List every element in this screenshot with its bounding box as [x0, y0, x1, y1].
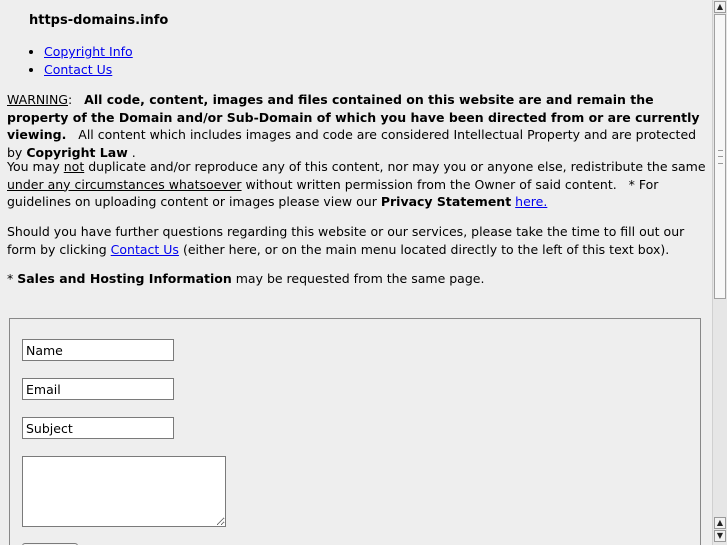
reproduce-text-1: You may: [7, 159, 60, 174]
sales-paragraph: [7, 270, 707, 288]
copyright-info-link[interactable]: Copyright Info: [44, 44, 133, 59]
warning-end: .: [131, 144, 136, 160]
privacy-statement: Privacy Statement: [380, 194, 512, 209]
nav-item-copyright: [44, 43, 133, 61]
contact-us-inline-link[interactable]: Contact Us: [110, 241, 179, 257]
under-any-circumstances: under any circumstances whatsoever: [7, 176, 242, 192]
warning-paragraph: [7, 91, 707, 161]
privacy-here-link[interactable]: here.: [515, 194, 548, 209]
warning-label: WARNING: [7, 92, 68, 107]
message-textarea[interactable]: [22, 456, 226, 527]
warning-bold-text: All code, content, images and files contained on this website are and remain the property of the Domain and/or Sub-Domain of which you have been directed from or are currently viewing.: [7, 92, 700, 142]
reproduce-text-4: * For guidelines on uploading content or images please view our: [7, 176, 659, 209]
warning-colon: :: [68, 92, 73, 107]
contact-form: [9, 318, 701, 545]
questions-text-1: Should you have further questions regarding this website or our services, please take the time to fill out our form by clicking: [7, 224, 685, 257]
site-title: https-domains.info: [29, 13, 169, 28]
scroll-up-icon[interactable]: ▲: [714, 1, 726, 13]
subject-input[interactable]: [22, 417, 174, 439]
email-input[interactable]: [22, 378, 174, 400]
nav-item-contact: [44, 61, 133, 79]
reproduce-text-2: duplicate and/or reproduce any of this content, nor may you or anyone else, redistribute the same: [88, 159, 706, 174]
not-word: not: [63, 159, 85, 174]
questions-text-2: (either here, or on the main menu located directly to the left of this text box).: [182, 241, 670, 257]
reproduce-text-3: without written permission from the Owner of said content.: [245, 176, 617, 192]
reproduce-paragraph: [7, 158, 707, 211]
scroll-thumb[interactable]: [714, 14, 726, 299]
vertical-scrollbar[interactable]: [712, 0, 727, 545]
nav-list: [0, 43, 133, 78]
warning-text: All content which includes images and code are considered Intellectual Property and are protected by: [7, 127, 697, 160]
sales-text: may be requested from the same page.: [235, 271, 485, 286]
contact-us-link[interactable]: Contact Us: [44, 61, 113, 77]
sales-star: *: [7, 271, 14, 286]
scroll-up-lower-icon[interactable]: ▲: [714, 517, 726, 529]
questions-paragraph: [7, 223, 707, 258]
copyright-law: Copyright Law: [26, 144, 128, 160]
grip-icon: [718, 150, 723, 164]
name-input[interactable]: [22, 339, 174, 361]
sales-bold: Sales and Hosting Information: [17, 271, 232, 286]
scroll-down-icon[interactable]: ▼: [714, 530, 726, 542]
